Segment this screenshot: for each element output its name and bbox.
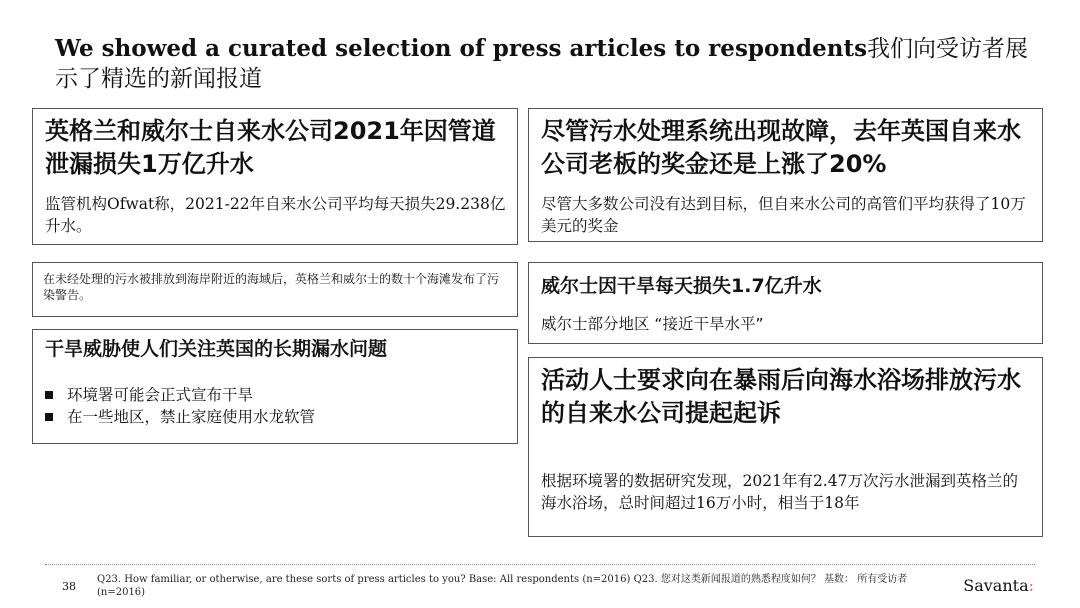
slide-title-en: We showed a curated selection of press articles to respondents — [55, 35, 868, 62]
article-headline: 威尔士因干旱每天损失1.7亿升水 — [541, 275, 822, 297]
bullet-item: 在一些地区，禁止家庭使用水龙软管 — [45, 406, 315, 428]
slide-title — [55, 34, 1035, 94]
article-body: 尽管大多数公司没有达到目标，但自来水公司的高管们平均获得了10万美元的奖金 — [541, 195, 1026, 235]
article-card-beach-warnings — [32, 262, 518, 317]
slide-title-cn: 我们向受访者展示了精选的新闻报道 — [55, 36, 1029, 92]
bullet-item: 环境署可能会正式宣布干旱 — [45, 384, 315, 406]
article-card-activists — [528, 357, 1043, 537]
article-headline: 活动人士要求向在暴雨后向海水浴场排放污水的自来水公司提起起诉 — [541, 366, 1021, 427]
footer-divider — [45, 564, 1035, 565]
article-body: 威尔士部分地区 “接近干旱水平” — [541, 315, 764, 333]
article-headline: 尽管污水处理系统出现故障，去年英国自来水公司老板的奖金还是上涨了20% — [541, 117, 1021, 178]
article-card-drought-threat — [32, 329, 518, 444]
brand-logo: Savanta: — [963, 576, 1034, 595]
article-card-bonuses — [528, 108, 1043, 242]
article-body: 监管机构Ofwat称，2021-22年自来水公司平均每天损失29.238亿升水。 — [45, 195, 506, 235]
bullet-square-icon — [45, 413, 53, 421]
article-body: 在未经处理的污水被排放到海岸附近的海域后，英格兰和威尔士的数十个海滩发布了污染警告。 — [43, 272, 500, 302]
article-body: 根据环境署的数据研究发现，2021年有2.47万次污水泄漏到英格兰的海水浴场，总时间超过16万小时，相当于18年 — [541, 472, 1018, 512]
bullet-square-icon — [45, 391, 53, 399]
article-bullets — [45, 384, 315, 428]
article-card-wales-drought — [528, 262, 1043, 344]
article-headline: 英格兰和威尔士自来水公司2021年因管道泄漏损失1万亿升水 — [45, 117, 496, 178]
article-card-leakage — [32, 108, 518, 245]
page-number: 38 — [62, 580, 76, 593]
footer-note: Q23. How familiar, or otherwise, are these sorts of press articles to you? Base: All respondents (n=2016) Q23. 您对这类新闻报道的熟悉程度如何？ 基数： 所有受访者 (n=2016) — [97, 574, 908, 598]
article-headline: 干旱威胁使人们关注英国的长期漏水问题 — [45, 338, 388, 360]
